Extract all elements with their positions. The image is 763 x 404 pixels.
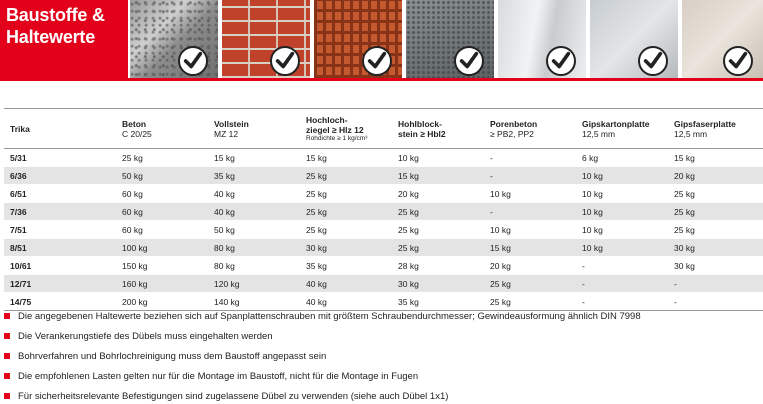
table-cell-value: 25 kg [116,149,208,167]
note-item [4,306,763,326]
table-cell-value: 25 kg [300,203,392,221]
table-cell-value: 120 kg [208,275,300,293]
table-cell-trika: 6/36 [4,167,116,185]
check-icon [178,46,208,76]
note-text: Die empfohlenen Lasten gelten nur für die Montage im Baustoff, nicht für die Montage in Fugen [18,370,419,382]
table-cell-trika: 8/51 [4,239,116,257]
bullet-square-icon [4,373,10,379]
material-photo-vollstein [222,0,310,78]
column-header-vollstein: Vollstein MZ 12 [208,109,300,149]
table-cell-value: - [668,275,763,293]
column-header-hohlblockstein: Hohlblock- stein ≥ Hbl2 [392,109,484,149]
table-cell-value: 28 kg [392,257,484,275]
column-header-gipskartonplatte: Gipskartonplatte 12,5 mm [576,109,668,149]
table-cell-trika: 7/36 [4,203,116,221]
header [0,0,763,82]
table-row [4,149,763,167]
table-cell-value: - [576,275,668,293]
bullet-square-icon [4,393,10,399]
material-photo-hohlblockstein [406,0,494,78]
table-cell-value: 60 kg [116,185,208,203]
column-header-hochlochziegel: Hochloch- ziegel ≥ Hlz 12 Rohdichte ≥ 1 kg/cm³ [300,109,392,149]
table-row [4,221,763,239]
table-cell-value: 60 kg [116,221,208,239]
table-cell-value: 25 kg [300,185,392,203]
table-cell-trika: 6/51 [4,185,116,203]
column-header-porenbeton: Porenbeton ≥ PB2, PP2 [484,109,576,149]
table-cell-value: 35 kg [208,167,300,185]
material-photo-porenbeton [498,0,586,78]
table-row [4,185,763,203]
material-photo-beton [130,0,218,78]
notes-list [4,306,763,404]
note-item [4,346,763,366]
table-cell-value: 25 kg [392,203,484,221]
table-cell-value: 30 kg [668,257,763,275]
check-icon [638,46,668,76]
table-cell-value: 40 kg [300,275,392,293]
table-cell-value: 25 kg [668,221,763,239]
note-text: Für sicherheitsrelevante Befestigungen sind zugelassene Dübel zu verwenden (siehe auch Dübel 1x1) [18,390,449,402]
check-icon [270,46,300,76]
table-cell-value: 100 kg [116,239,208,257]
table-cell-trika: 5/31 [4,149,116,167]
table-cell-value: 160 kg [116,275,208,293]
note-text: Bohrverfahren und Bohrlochreinigung muss dem Baustoff angepasst sein [18,350,327,362]
table-cell-value: 15 kg [392,167,484,185]
table-row [4,203,763,221]
table-cell-value: 10 kg [576,203,668,221]
table-cell-value: - [668,293,763,311]
table-cell-value: - [576,257,668,275]
haltewerte-table [4,108,763,311]
check-icon [723,46,753,76]
table-cell-value: 50 kg [208,221,300,239]
check-icon [362,46,392,76]
table-cell-value: 140 kg [208,293,300,311]
bullet-square-icon [4,333,10,339]
table-cell-value: 25 kg [300,167,392,185]
table-cell-value: 10 kg [576,185,668,203]
table-cell-value: 30 kg [668,239,763,257]
table-cell-value: 10 kg [484,185,576,203]
title-line-2: Haltewerte [6,27,96,47]
table-cell-trika: 7/51 [4,221,116,239]
column-header-trika: Trika [4,109,116,149]
table-cell-value: 25 kg [668,185,763,203]
table-cell-value: - [576,293,668,311]
table-cell-value: 50 kg [116,167,208,185]
table-cell-value: 25 kg [668,203,763,221]
material-photo-gipskartonplatte [590,0,678,78]
column-header-gipsfaserplatte: Gipsfaserplatte 12,5 mm [668,109,763,149]
table-cell-value: 25 kg [484,293,576,311]
table-cell-value: 10 kg [576,239,668,257]
table-cell-value: 80 kg [208,239,300,257]
table-cell-value: 150 kg [116,257,208,275]
table-cell-value: 30 kg [300,239,392,257]
accent-divider [0,78,763,81]
table-row [4,167,763,185]
check-icon [454,46,484,76]
table-cell-value: 35 kg [392,293,484,311]
table-cell-value: 15 kg [484,239,576,257]
table-cell-value: 20 kg [668,167,763,185]
table-cell-value: 15 kg [668,149,763,167]
table-cell-value: - [484,167,576,185]
table-cell-value: 20 kg [484,257,576,275]
table-row [4,275,763,293]
table-cell-value: - [484,149,576,167]
table-cell-value: 25 kg [392,221,484,239]
table-cell-trika: 10/61 [4,257,116,275]
table-cell-value: 80 kg [208,257,300,275]
table-cell-value: 10 kg [576,221,668,239]
material-photo-hochlochziegel [314,0,402,78]
note-item [4,366,763,386]
table-cell-value: 6 kg [576,149,668,167]
note-text: Die Verankerungstiefe des Dübels muss eingehalten werden [18,330,273,342]
check-icon [546,46,576,76]
note-text: Die angegebenen Haltewerte beziehen sich auf Spanplattenschrauben mit größtem Schraubendurchmesser; Gewindeausformung ähnlich DIN 7998 [18,310,641,322]
table-cell-value: 15 kg [208,149,300,167]
table-row [4,239,763,257]
table-header-row [4,109,763,149]
material-photo-gipsfaserplatte [682,0,763,78]
table-cell-value: - [484,203,576,221]
table-cell-value: 15 kg [300,149,392,167]
table-cell-value: 10 kg [392,149,484,167]
table-cell-value: 35 kg [300,257,392,275]
table-cell-value: 10 kg [576,167,668,185]
table-cell-value: 20 kg [392,185,484,203]
table-cell-value: 40 kg [300,293,392,311]
table-cell-value: 25 kg [300,221,392,239]
table-cell-value: 40 kg [208,185,300,203]
table-cell-trika: 12/71 [4,275,116,293]
page-title [0,0,128,78]
title-line-1: Baustoffe & [6,5,105,25]
table-row [4,257,763,275]
bullet-square-icon [4,313,10,319]
table-cell-value: 200 kg [116,293,208,311]
table-cell-value: 30 kg [392,275,484,293]
column-header-beton: Beton C 20/25 [116,109,208,149]
table-cell-trika: 14/75 [4,293,116,311]
table-cell-value: 25 kg [392,239,484,257]
table-cell-value: 60 kg [116,203,208,221]
table-cell-value: 25 kg [484,275,576,293]
table-body [4,149,763,311]
note-item [4,386,763,404]
note-item [4,326,763,346]
table-cell-value: 40 kg [208,203,300,221]
bullet-square-icon [4,353,10,359]
table-cell-value: 10 kg [484,221,576,239]
